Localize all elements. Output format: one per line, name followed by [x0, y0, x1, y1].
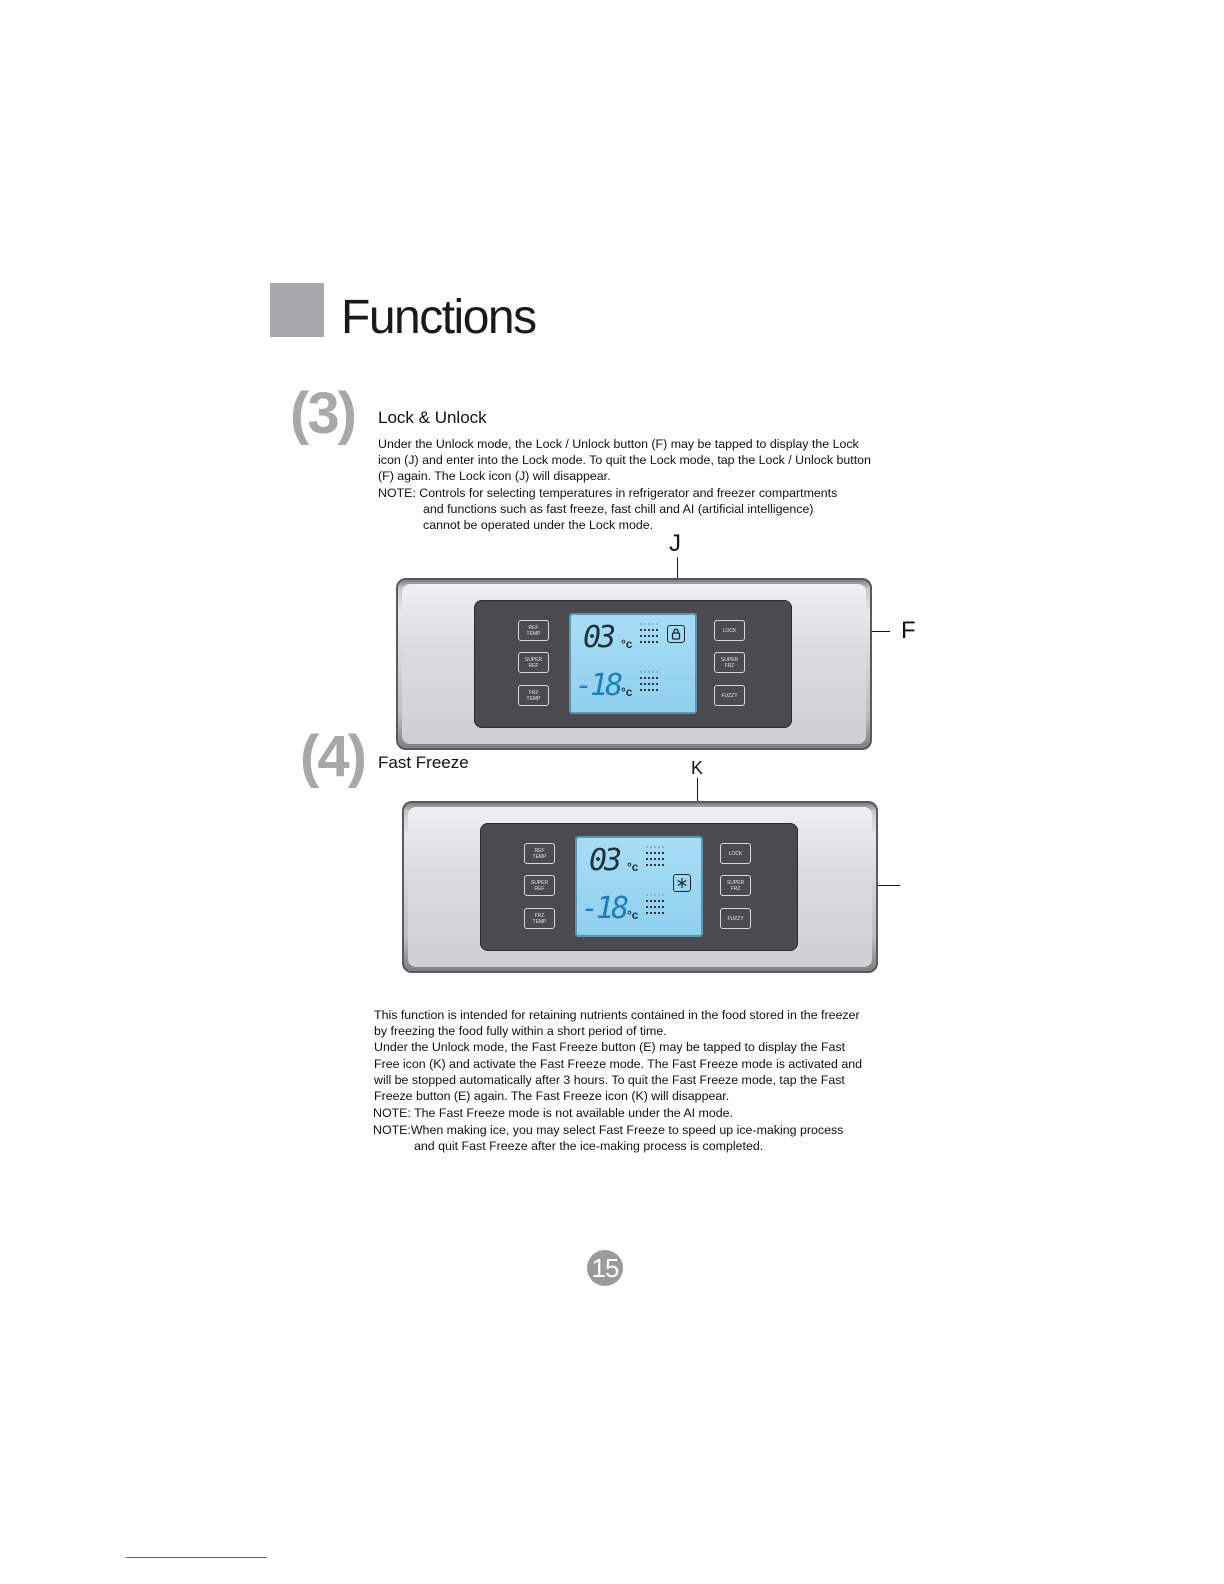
super-frz-button[interactable]: SUPER FRZ — [720, 875, 751, 896]
lock-icon-glyph — [671, 628, 681, 640]
frz-temp-button[interactable]: FRZ TEMP — [518, 685, 549, 706]
snowflake-icon-glyph — [676, 877, 688, 889]
text-line: Free icon (K) and activate the Fast Freeze mode. The Fast Freeze mode is activated and — [374, 1056, 863, 1071]
ref-unit: °c — [627, 860, 639, 874]
ref-temp-readout: 03 — [583, 620, 614, 655]
super-frz-button[interactable]: SUPER FRZ — [714, 652, 745, 673]
text-line: will be stopped automatically after 3 hours. To quit the Fast Freeze mode, tap the Fast — [374, 1072, 845, 1087]
super-ref-button[interactable]: SUPER REF — [524, 875, 555, 896]
text-line: This function is intended for retaining nutrients contained in the food stored in the freezer — [374, 1008, 860, 1022]
page-number: 15 — [587, 1250, 623, 1286]
frz-temp-button[interactable]: FRZ TEMP — [524, 908, 555, 929]
lcd-display — [569, 613, 697, 714]
note-line: cannot be operated under the Lock mode. — [423, 518, 654, 533]
callout-k: K — [691, 758, 704, 778]
lock-button[interactable]: LOCK — [720, 843, 751, 864]
frz-level-bars — [640, 671, 658, 689]
section-3-body — [378, 436, 871, 533]
text-line: icon (J) and enter into the Lock mode. To quit the Lock mode, tap the Lock / Unlock button — [378, 453, 871, 468]
frz-level-bars — [646, 894, 664, 912]
title-marker — [270, 283, 324, 337]
fuzzy-button[interactable]: FUZZY — [720, 908, 751, 929]
section-3-number: (3) — [290, 381, 355, 446]
note-line: and functions such as fast freeze, fast chill and AI (artificial intelligence) — [423, 501, 814, 516]
note-line: and quit Fast Freeze after the ice-making process is completed. — [414, 1139, 764, 1154]
note-line: NOTE:When making ice, you may select Fast Freeze to speed up ice-making process — [373, 1123, 844, 1137]
control-panel-lock — [396, 578, 872, 750]
text-line: Under the Unlock mode, the Fast Freeze button (E) may be tapped to display the Fast — [374, 1040, 846, 1055]
footer-line — [126, 1557, 267, 1558]
ref-level-bars — [640, 623, 658, 641]
ref-temp-button[interactable]: REF TEMP — [518, 620, 549, 641]
text-line: by freezing the food fully within a short period of time. — [374, 1024, 667, 1039]
section-4-number: (4) — [300, 724, 365, 789]
section-4-title: Fast Freeze — [378, 753, 469, 772]
note-line: NOTE: Controls for selecting temperatures in refrigerator and freezer compartments — [378, 485, 838, 500]
frz-temp-readout: -18 — [575, 668, 621, 703]
section-4-body — [374, 1007, 862, 1104]
lock-button[interactable]: LOCK — [714, 620, 745, 641]
section-4-note-2 — [373, 1122, 843, 1154]
super-ref-button[interactable]: SUPER REF — [518, 652, 549, 673]
ref-temp-button[interactable]: REF TEMP — [524, 843, 555, 864]
text-line: (F) again. The Lock icon (J) will disappear. — [378, 469, 611, 484]
panel-face — [474, 600, 792, 728]
panel-face — [480, 823, 798, 951]
control-panel-fast-freeze — [402, 801, 878, 973]
snowflake-icon — [673, 874, 691, 892]
page-title: Functions — [341, 291, 536, 344]
ref-temp-readout: 03 — [589, 843, 620, 878]
section-4-note-1: NOTE: The Fast Freeze mode is not available under the AI mode. — [373, 1106, 733, 1120]
section-3-title: Lock & Unlock — [378, 408, 487, 427]
ref-level-bars — [646, 846, 664, 864]
fuzzy-button[interactable]: FUZZY — [714, 685, 745, 706]
lock-icon — [667, 625, 685, 643]
callout-f: F — [901, 617, 916, 644]
ref-unit: °c — [621, 637, 633, 651]
frz-unit: °c — [621, 685, 633, 699]
text-line: Freeze button (E) again. The Fast Freeze icon (K) will disappear. — [374, 1089, 730, 1104]
text-line: Under the Unlock mode, the Lock / Unlock button (F) may be tapped to display the Lock — [378, 437, 859, 451]
frz-temp-readout: -18 — [581, 891, 627, 926]
lcd-display — [575, 836, 703, 937]
callout-j: J — [669, 530, 681, 557]
frz-unit: °c — [627, 908, 639, 922]
